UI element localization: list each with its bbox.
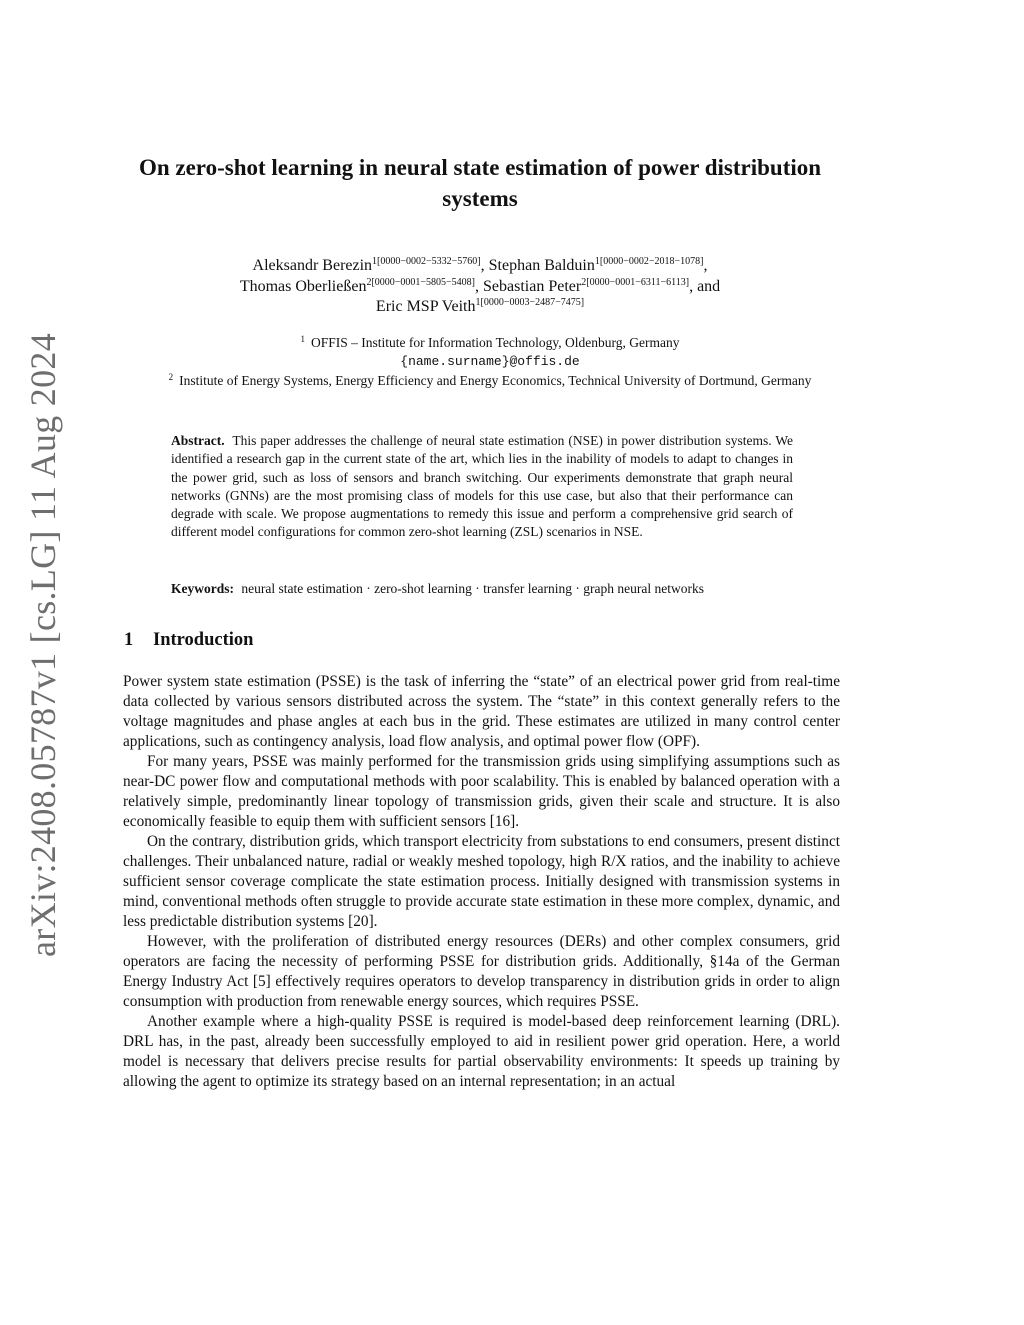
affiliation-mark: 2: [168, 372, 174, 382]
paragraph: However, with the proliferation of distributed energy resources (DERs) and other complex consumers, grid operators are facing the necessity of performing PSSE for distribution grids. Additionally, §14a of the German Energy Industry Act [5] effectively requires operators to develop transparency in distribution grids in order to align consumption with production from renewable energy sources, which requires PSSE.: [123, 933, 840, 1010]
author-separator: ,: [480, 257, 489, 274]
author-name: Eric MSP Veith: [375, 298, 476, 315]
affiliations: [100, 333, 880, 390]
author-name: Thomas Oberließen: [239, 277, 367, 295]
author-affil-mark: 1: [475, 297, 481, 308]
section-heading: [124, 630, 253, 651]
author-orcid: [0000−0002−5332−5760]: [377, 256, 481, 267]
author-affil-mark: 2: [581, 276, 587, 288]
paragraph: Another example where a high-quality PSSE is required is model-based deep reinforcement learning (DRL). DRL has, in the past, already been successfully employed to aid in resilient power grid operation. Here, a world model is necessary that delivers precise results for partial observability environments: It speeds up training by allowing the agent to optimize its strategy based on an internal representation; in an actual: [123, 1013, 840, 1090]
paragraph: Power system state estimation (PSSE) is the task of inferring the “state” of an electrical power grid from real-time data collected by various sensors distributed across the system. The “state” in this context generally refers to the voltage magnitudes and phase angles at each bus in the grid. These estimates are utilized in many control center applications, such as contingency analysis, load flow analysis, and optimal power flow (OPF).: [123, 673, 840, 750]
author-affil-mark: 1: [372, 256, 378, 267]
affiliation-text: Institute of Energy Systems, Energy Efficiency and Energy Economics, Technical University of Dortmund, Germany: [179, 373, 812, 388]
abstract-text: This paper addresses the challenge of neural state estimation (NSE) in power distribution systems. We identified a research gap in the current state of the art, which lies in the inability of models to adapt to changes in the power grid, such as loss of sensors and branch switching. Our experiments demonstrate that graph neural networks (GNNs) are the most promising class of models for this use case, but also that their performance can degrade with scale. We propose augmentations to remedy this issue and perform a comprehensive grid search of different model configurations for common zero-shot learning (ZSL) scenarios in NSE.: [171, 433, 794, 540]
author-name: Stephan Balduin: [488, 257, 595, 274]
affiliation-2: [100, 371, 880, 390]
author-orcid: [0000−0001−5805−5408]: [371, 276, 476, 288]
keywords: [171, 580, 811, 598]
author-separator: ,: [475, 277, 484, 295]
author-name: Aleksandr Berezin: [252, 257, 373, 274]
keywords-label: Keywords:: [171, 581, 234, 596]
section-number: 1: [124, 630, 134, 650]
author-name: Sebastian Peter: [483, 277, 582, 295]
paragraph: For many years, PSSE was mainly performed for the transmission grids using simplifying assumptions such as near-DC power flow and computational methods with poor scalability. This is enabled by balanced operation with a relatively simple, predominantly linear topology of transmission grids, given their scale and structure. It is also economically feasible to equip them with sufficient sensors [16].: [123, 753, 840, 830]
affiliation-mark: 1: [300, 334, 305, 344]
body-text: [123, 672, 840, 1092]
author-list: [150, 256, 810, 318]
keywords-text: neural state estimation · zero-shot learning · transfer learning · graph neural networks: [241, 581, 704, 596]
author-orcid: [0000−0002−2018−1078]: [599, 256, 704, 267]
abstract: [171, 432, 793, 542]
paper-title: On zero-shot learning in neural state estimation of power distribution systems: [138, 155, 822, 211]
affiliation-text: OFFIS – Institute for Information Technology, Oldenburg, Germany: [310, 335, 680, 350]
author-separator: ,: [703, 257, 708, 274]
paragraph: On the contrary, distribution grids, which transport electricity from substations to end consumers, present distinct challenges. Their unbalanced nature, radial or weakly meshed topology, high R/X ratios, and the inability to achieve sufficient sensor coverage complicate the state estimation process. Initially designed with transmission systems in mind, conventional methods often struggle to provide accurate state estimation in these more complex, dynamic, and less predictable distribution systems [20].: [123, 833, 840, 930]
section-title: Introduction: [153, 630, 254, 650]
author-orcid: [0000−0001−6311−6113]: [586, 276, 690, 288]
author-separator: , and: [689, 277, 721, 295]
author-orcid: [0000−0003−2487−7475]: [480, 297, 585, 308]
arxiv-identifier: arXiv:2408.05787v1 [cs.LG] 11 Aug 2024: [23, 333, 63, 957]
author-affil-mark: 2: [366, 276, 372, 288]
affiliation-email[interactable]: {name.surname}@offis.de: [400, 354, 580, 369]
affiliation-1: [100, 333, 880, 352]
abstract-label: Abstract.: [171, 433, 225, 448]
author-affil-mark: 1: [594, 256, 600, 267]
